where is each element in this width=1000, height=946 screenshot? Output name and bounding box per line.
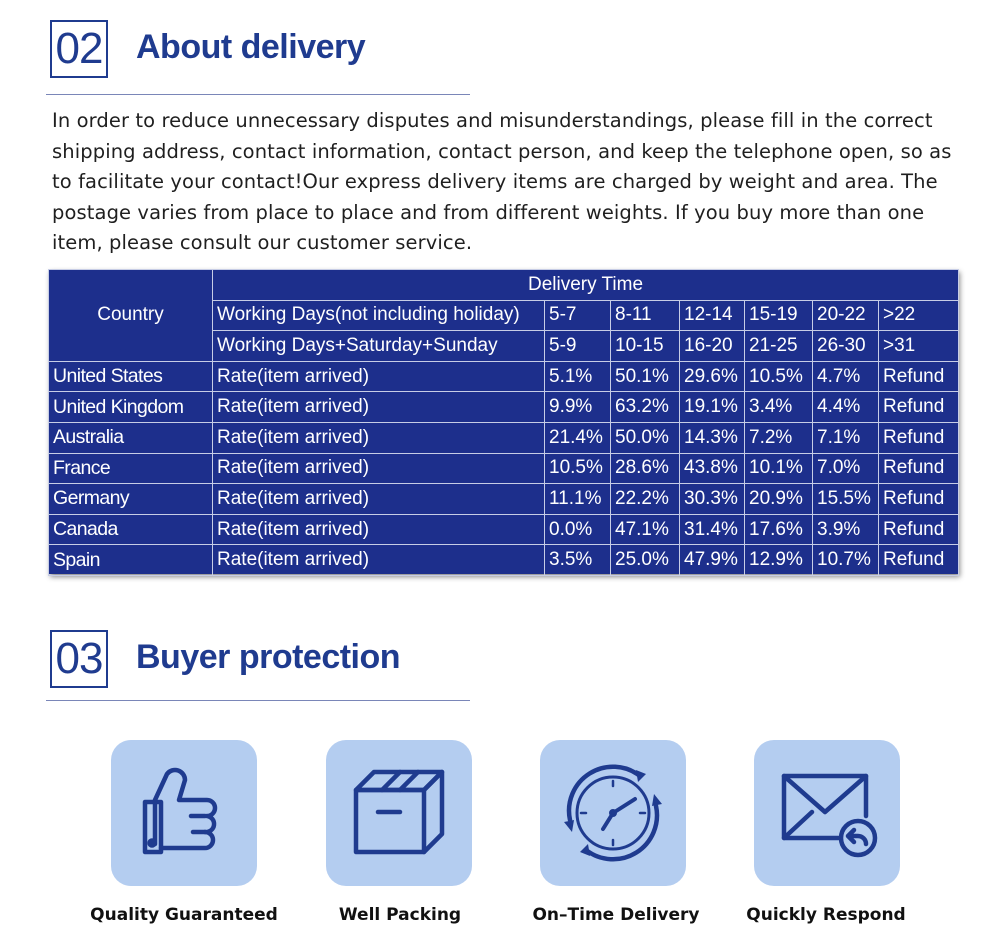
rate-cell: 50.1%: [611, 361, 680, 392]
metric-cell: Rate(item arrived): [213, 514, 545, 545]
package-box-icon: [326, 740, 472, 886]
protection-item-packing: [326, 740, 472, 886]
icon-tile: [754, 740, 900, 886]
section-number-badge: 03: [50, 630, 108, 688]
table-row: [49, 545, 959, 576]
table-row: [49, 392, 959, 423]
protection-item-delivery: [540, 740, 686, 886]
rate-cell: 19.1%: [680, 392, 745, 423]
section-number-badge: 02: [50, 20, 108, 78]
metric-cell: Rate(item arrived): [213, 422, 545, 453]
icon-tile: [111, 740, 257, 886]
rate-cell: 25.0%: [611, 545, 680, 576]
rate-cell: 5.1%: [545, 361, 611, 392]
rate-cell: 7.1%: [813, 422, 879, 453]
day-range-cell: 5-7: [545, 300, 611, 331]
country-column-header: Country: [49, 270, 213, 362]
rate-cell: 10.7%: [813, 545, 879, 576]
rate-cell: 47.9%: [680, 545, 745, 576]
rate-cell: Refund: [879, 422, 959, 453]
rate-cell: Refund: [879, 392, 959, 423]
rate-cell: 10.5%: [545, 453, 611, 484]
country-cell: Canada: [49, 514, 213, 545]
rate-cell: 20.9%: [745, 484, 813, 515]
country-cell: France: [49, 453, 213, 484]
thumbs-up-icon: [111, 740, 257, 886]
protection-label-respond: Quickly Respond: [746, 905, 906, 925]
rate-cell: 7.2%: [745, 422, 813, 453]
table-row: [49, 484, 959, 515]
table-row: [49, 453, 959, 484]
rate-cell: 3.5%: [545, 545, 611, 576]
rate-cell: Refund: [879, 514, 959, 545]
country-cell: Australia: [49, 422, 213, 453]
rate-cell: 43.8%: [680, 453, 745, 484]
table-row: [49, 361, 959, 392]
protection-label-packing: Well Packing: [338, 905, 462, 925]
clock-icon: [540, 740, 686, 886]
metric-cell: Rate(item arrived): [213, 484, 545, 515]
delivery-intro-text: In order to reduce unnecessary disputes and misunderstandings, please fill in the correct shipping address, contact information, contact person, and keep the telephone open, so as to facilitate your contact!Our express delivery items are charged by weight and area. The postage varies from place to place and from different weights. If you buy more than one item, please consult our customer service.: [52, 109, 952, 254]
rate-cell: Refund: [879, 484, 959, 515]
rate-cell: 10.5%: [745, 361, 813, 392]
icon-tile: [326, 740, 472, 886]
protection-label-delivery: On–Time Delivery: [532, 905, 700, 925]
day-range-cell: 20-22: [813, 300, 879, 331]
working-days-label: Working Days(not including holiday): [213, 300, 545, 331]
rate-cell: 17.6%: [745, 514, 813, 545]
country-cell: Spain: [49, 545, 213, 576]
rate-cell: 30.3%: [680, 484, 745, 515]
rate-cell: 3.9%: [813, 514, 879, 545]
rate-cell: 29.6%: [680, 361, 745, 392]
delivery-table: [48, 269, 958, 574]
rate-cell: 4.7%: [813, 361, 879, 392]
rate-cell: 47.1%: [611, 514, 680, 545]
rate-cell: 21.4%: [545, 422, 611, 453]
protection-label-quality: Quality Guaranteed: [90, 905, 278, 925]
rate-cell: 50.0%: [611, 422, 680, 453]
rate-cell: 12.9%: [745, 545, 813, 576]
protection-item-quality: [111, 740, 257, 886]
country-cell: Germany: [49, 484, 213, 515]
day-range-cell: 26-30: [813, 331, 879, 362]
weekend-days-label: Working Days+Saturday+Sunday: [213, 331, 545, 362]
icon-tile: [540, 740, 686, 886]
metric-cell: Rate(item arrived): [213, 392, 545, 423]
day-range-cell: 21-25: [745, 331, 813, 362]
protection-item-respond: [754, 740, 900, 886]
section-divider: [46, 94, 470, 95]
rate-cell: 11.1%: [545, 484, 611, 515]
rate-cell: 7.0%: [813, 453, 879, 484]
rate-cell: 15.5%: [813, 484, 879, 515]
table-header-row: [49, 270, 959, 301]
table-row: [49, 514, 959, 545]
rate-cell: 0.0%: [545, 514, 611, 545]
rate-cell: 31.4%: [680, 514, 745, 545]
rate-cell: 4.4%: [813, 392, 879, 423]
section-divider: [46, 700, 470, 701]
rate-cell: 9.9%: [545, 392, 611, 423]
rate-cell: Refund: [879, 453, 959, 484]
rate-cell: 14.3%: [680, 422, 745, 453]
section-title: About delivery: [136, 28, 366, 66]
day-range-cell: 5-9: [545, 331, 611, 362]
country-cell: United States: [49, 361, 213, 392]
rate-cell: Refund: [879, 545, 959, 576]
day-range-cell: 12-14: [680, 300, 745, 331]
table-row: [49, 422, 959, 453]
day-range-cell: 10-15: [611, 331, 680, 362]
day-range-cell: >31: [879, 331, 959, 362]
metric-cell: Rate(item arrived): [213, 361, 545, 392]
day-range-cell: 8-11: [611, 300, 680, 331]
day-range-cell: 16-20: [680, 331, 745, 362]
rate-cell: 28.6%: [611, 453, 680, 484]
delivery-time-header: Delivery Time: [213, 270, 959, 301]
metric-cell: Rate(item arrived): [213, 545, 545, 576]
rate-cell: 10.1%: [745, 453, 813, 484]
rate-cell: 63.2%: [611, 392, 680, 423]
section-title: Buyer protection: [136, 638, 401, 676]
rate-cell: 22.2%: [611, 484, 680, 515]
rate-cell: 3.4%: [745, 392, 813, 423]
country-cell: United Kingdom: [49, 392, 213, 423]
day-range-cell: 15-19: [745, 300, 813, 331]
metric-cell: Rate(item arrived): [213, 453, 545, 484]
day-range-cell: >22: [879, 300, 959, 331]
envelope-reply-icon: [754, 740, 900, 886]
rate-cell: Refund: [879, 361, 959, 392]
